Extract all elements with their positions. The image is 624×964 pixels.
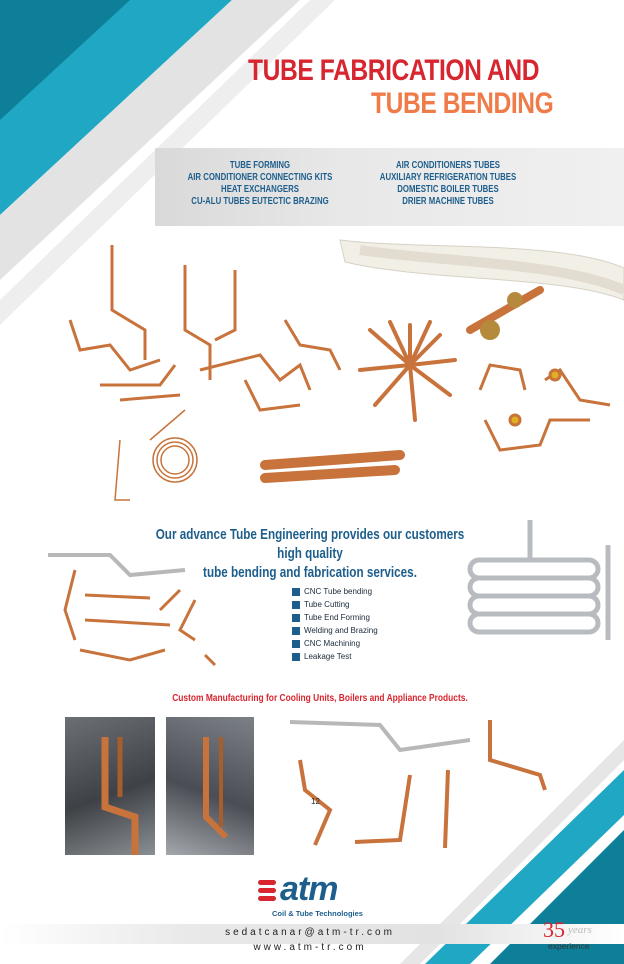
service-item: HEAT EXCHANGERS [221,184,299,195]
tagline-line2: tube bending and fabrication services. [203,564,417,581]
brand-subtitle: Coil & Tube Technologies [272,909,363,918]
stainless-coil-image [470,520,608,640]
service-item: AIR CONDITIONERS TUBES [395,160,501,171]
experience-label: experience [548,941,590,951]
bent-tube-kit-image [480,365,610,450]
experience-years-number: 35 [543,917,565,942]
service-item: DOMESTIC BOILER TUBES [397,184,499,195]
list-item: Welding and Brazing [292,624,378,637]
contact-website[interactable]: www.atm-tr.com [253,942,367,953]
page-title-line2: TUBE BENDING [371,87,554,120]
service-item: CU-ALU TUBES EUTECTIC BRAZING [191,196,329,207]
list-item: CNC Machining [292,637,378,650]
installation-photo [166,717,254,855]
insulated-coil-image [340,240,624,340]
experience-years-word: years [568,924,592,936]
square-bullet-icon [292,640,300,648]
square-bullet-icon [292,614,300,622]
service-item: AUXILIARY REFRIGERATION TUBES [379,172,517,183]
filter-drier-image [265,455,400,478]
part-number-label: 12 [311,797,320,806]
square-bullet-icon [292,588,300,596]
capillary-coil-image [115,410,197,500]
bottom-tubes-image [290,720,545,848]
bent-tube-assembly-image [70,245,340,410]
capabilities-list [292,585,378,663]
atm-logo-icon [258,878,278,909]
list-item: Leakage Test [292,650,378,663]
cut-tubes-image [360,322,455,420]
contact-email[interactable]: sedatcanar@atm-tr.com [225,927,395,938]
brand-name: atm [280,870,338,908]
square-bullet-icon [292,601,300,609]
service-item: TUBE FORMING [229,160,291,171]
list-item: Tube End Forming [292,611,378,624]
installation-photo [65,717,155,855]
service-item: AIR CONDITIONER CONNECTING KITS [187,172,333,183]
square-bullet-icon [292,653,300,661]
square-bullet-icon [292,627,300,635]
tagline [154,525,466,582]
list-item: Tube Cutting [292,598,378,611]
page-title-line1: TUBE FABRICATION AND [248,54,540,87]
service-item: DRIER MACHINE TUBES [402,196,494,207]
custom-manufacturing-text: Custom Manufacturing for Cooling Units, Boilers and Appliance Products. [172,692,468,704]
list-item: CNC Tube bending [292,585,378,598]
tagline-line1: Our advance Tube Engineering provides our customers high quality [155,526,465,562]
